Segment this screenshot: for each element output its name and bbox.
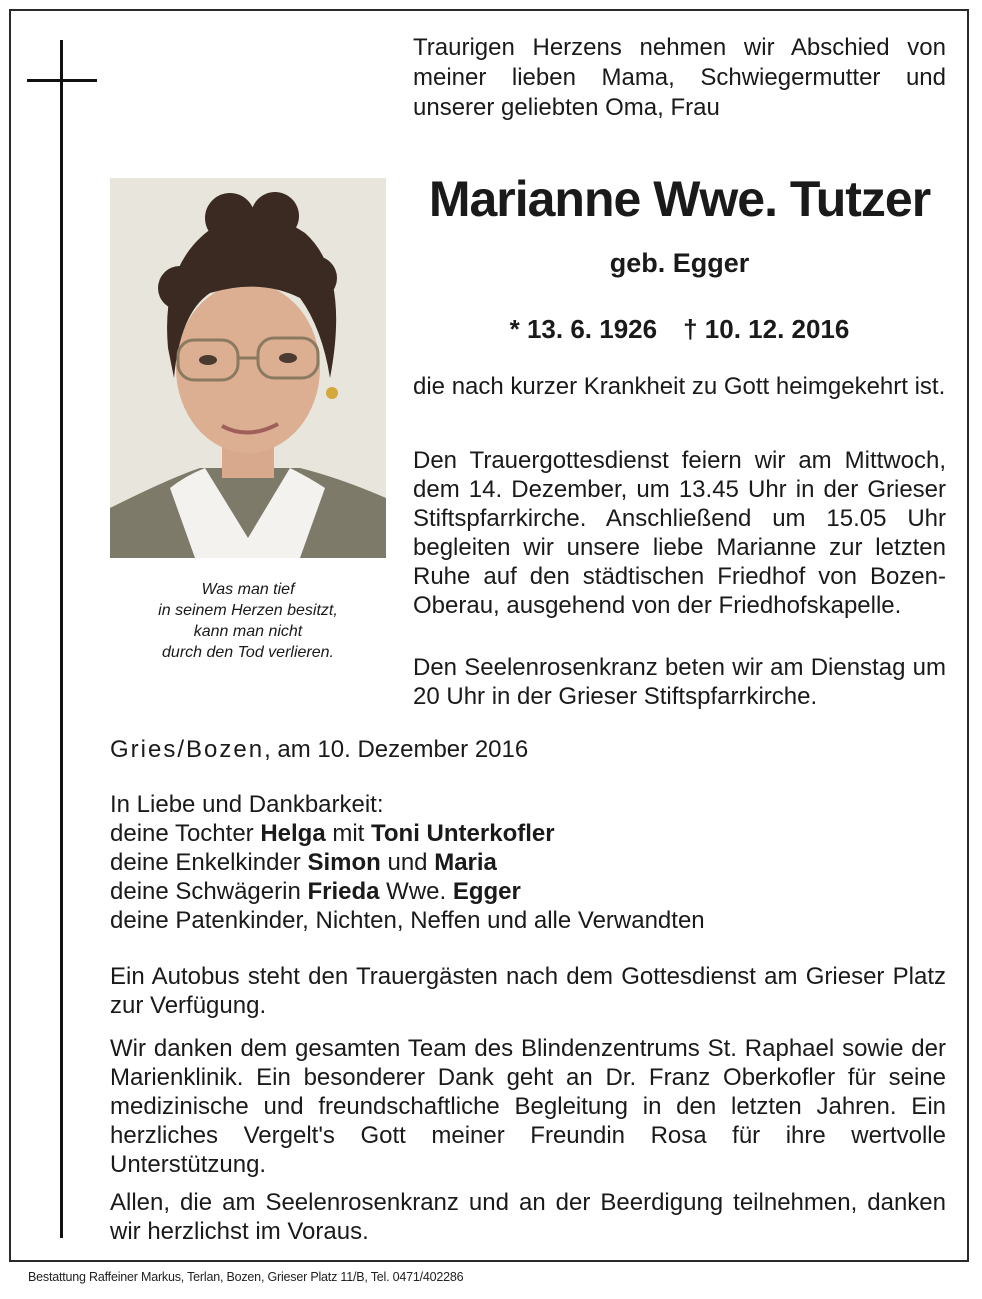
birth-date: * 13. 6. 1926 bbox=[509, 314, 658, 344]
motto-line: Was man tief bbox=[201, 581, 295, 598]
maiden-name: geb. Egger bbox=[609, 248, 750, 278]
date: , am 10. Dezember 2016 bbox=[264, 736, 529, 763]
motto-line: durch den Tod verlieren. bbox=[162, 644, 334, 661]
portrait-illustration bbox=[110, 178, 386, 558]
mourner-line: deine Patenkinder, Nichten, Neffen und alle Verwandten bbox=[110, 907, 705, 934]
closing-text: Allen, die am Seelenrosenkranz und an der Beerdigung teilnehmen, danken wir herzlichst im Voraus. bbox=[110, 1189, 946, 1245]
bus-notice: Ein Autobus steht den Trauergästen nach dem Gottesdienst am Grieser Platz zur Verfügung. bbox=[110, 963, 946, 1019]
cross-icon-bar bbox=[27, 79, 97, 82]
mourners-list bbox=[110, 790, 946, 935]
place: Gries/Bozen bbox=[110, 736, 265, 763]
rosary-text: Den Seelenrosenkranz beten wir am Dienstag um 20 Uhr in der Grieser Stiftspfarrkirche. bbox=[413, 654, 946, 710]
mourner-line: deine Schwägerin Frieda Wwe. Egger bbox=[110, 878, 521, 905]
intro-text: Traurigen Herzens nehmen wir Abschied von meiner lieben Mama, Schwiegermutter und unserer geliebten Oma, Frau bbox=[413, 34, 946, 121]
mourner-line: deine Enkelkinder Simon und Maria bbox=[110, 849, 497, 876]
motto-quote bbox=[110, 579, 386, 663]
cross-icon bbox=[60, 40, 63, 1238]
portrait-photo bbox=[110, 178, 386, 558]
death-date: † 10. 12. 2016 bbox=[683, 314, 850, 344]
motto-line: kann man nicht bbox=[193, 623, 303, 640]
gratitude-text: Wir danken dem gesamten Team des Blindenzentrums St. Raphael sowie der Marienklinik. Ein besonderer Dank geht an Dr. Franz Oberkofler für seine medizinische und freundschaftliche Begleitung in den letzten Jahren. Ein herzliches Vergelt's Gott meiner Freundin Rosa für ihre wertvolle Unterstützung. bbox=[110, 1035, 946, 1178]
funeral-service-text: Den Trauergottesdienst feiern wir am Mittwoch, dem 14. Dezember, um 13.45 Uhr in der Grieser Stiftspfarrkirche. Anschließend um 15.05 Uhr begleiten wir unsere liebe Marianne zur letzten Ruhe auf den städtischen Friedhof von Bozen-Oberau, ausgehend von der Friedhofskapelle. bbox=[413, 447, 946, 619]
place-date bbox=[110, 735, 946, 765]
passing-text: die nach kurzer Krankheit zu Gott heimgekehrt ist. bbox=[413, 373, 946, 400]
deceased-name: Marianne Wwe. Tutzer bbox=[428, 171, 931, 227]
life-dates bbox=[413, 314, 946, 345]
motto-line: in seinem Herzen besitzt, bbox=[158, 602, 338, 619]
mourner-line: deine Tochter Helga mit Toni Unterkofler bbox=[110, 820, 555, 847]
undertaker-footer: Bestattung Raffeiner Markus, Terlan, Bozen, Grieser Platz 11/B, Tel. 0471/402286 bbox=[28, 1270, 464, 1284]
mourners-heading: In Liebe und Dankbarkeit: bbox=[110, 791, 384, 818]
